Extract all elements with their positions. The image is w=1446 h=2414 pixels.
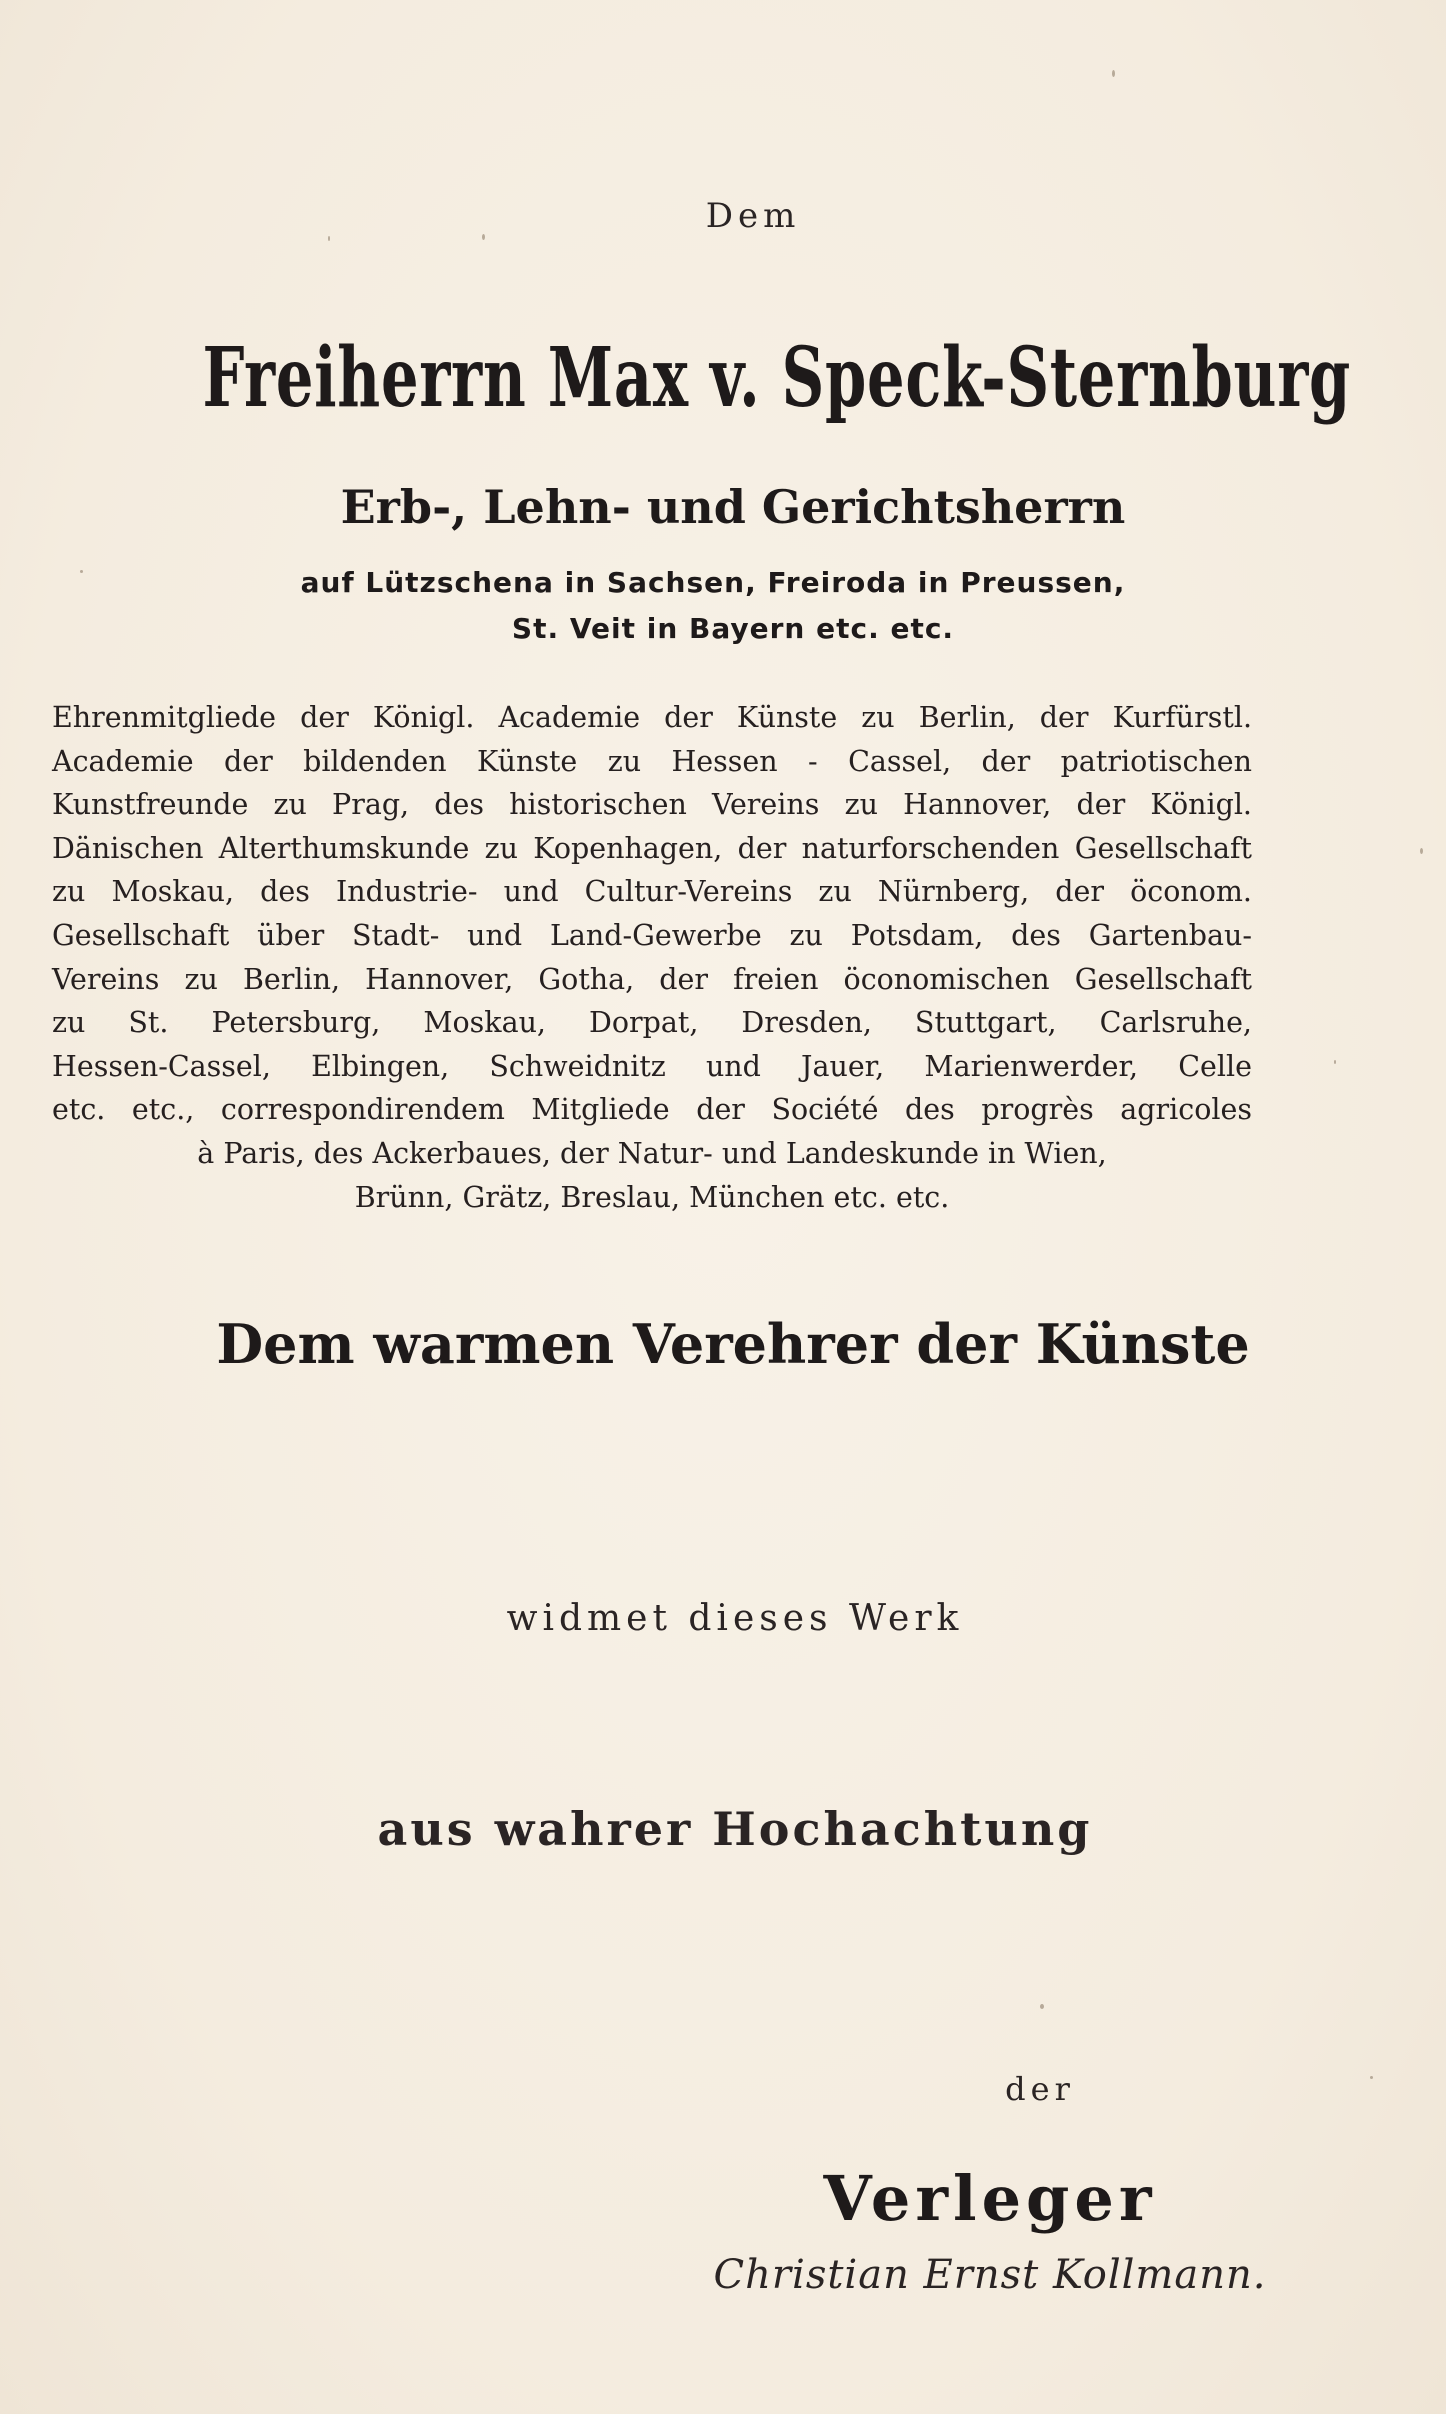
paper-speck [80, 570, 83, 573]
epithet-line: Dem warmen Verehrer der Künste [216, 1312, 1250, 1376]
publisher-name: Christian Ernst Kollmann. [713, 2252, 1267, 2298]
paper-speck [1420, 848, 1423, 854]
honors-line: Kunstfreunde zu Prag, des historischen Vereins zu Hannover, der Königl. [52, 788, 1252, 822]
paper-speck [1370, 2076, 1373, 2079]
honors-line: zu St. Petersburg, Moskau, Dorpat, Dresden, Stuttgart, Carlsruhe, [52, 1006, 1252, 1040]
estates-line-2: St. Veit in Bayern etc. etc. [511, 612, 955, 645]
honors-line: Brünn, Grätz, Breslau, München etc. etc. [354, 1180, 950, 1214]
paper-speck [328, 236, 330, 241]
estates-line-1: auf Lützschena in Sachsen, Freiroda in Preussen, [300, 566, 1126, 599]
honors-line: etc. etc., correspondirendem Mitgliede der Société des progrès agricoles [52, 1093, 1252, 1127]
honors-line: Vereins zu Berlin, Hannover, Gotha, der freien öconomischen Gesellschaft [52, 962, 1252, 996]
dedicatee-titles: Erb-, Lehn- und Gerichtsherrn [340, 480, 1126, 534]
respect-line: aus wahrer Hochachtung [377, 1802, 1093, 1856]
honors-line: Gesellschaft über Stadt- und Land-Gewerbe zu Potsdam, des Gartenbau- [52, 918, 1252, 952]
honors-line: Ehrenmitgliede der Königl. Academie der Künste zu Berlin, der Kurfürstl. [52, 701, 1252, 734]
dedication-opening: Dem [705, 196, 801, 236]
paper-speck [1334, 1060, 1336, 1064]
dedication-verb: widmet dieses Werk [506, 1598, 964, 1639]
honors-line: à Paris, des Ackerbaues, der Natur- und Landeskunde in Wien, [197, 1136, 1107, 1170]
paper-speck [1112, 70, 1115, 77]
honors-line: Dänischen Alterthumskunde zu Kopenhagen, der naturforschenden Gesellschaft [52, 831, 1252, 865]
honors-line: Hessen-Cassel, Elbingen, Schweidnitz und Jauer, Marienwerder, Celle [52, 1049, 1252, 1083]
publisher-title: Verleger [823, 2162, 1157, 2235]
paper-speck [1040, 2004, 1044, 2009]
honors-paragraph [52, 696, 1252, 1219]
paper-speck [482, 234, 485, 240]
honors-line: Academie der bildenden Künste zu Hessen - Cassel, der patriotischen [52, 744, 1252, 778]
honors-line: zu Moskau, des Industrie- und Cultur-Vereins zu Nürnberg, der öconom. [52, 875, 1252, 909]
dedicatee-name: Freiherrn Max v. Speck-Sternburg [202, 330, 1352, 426]
article-der: der [1005, 2070, 1075, 2108]
